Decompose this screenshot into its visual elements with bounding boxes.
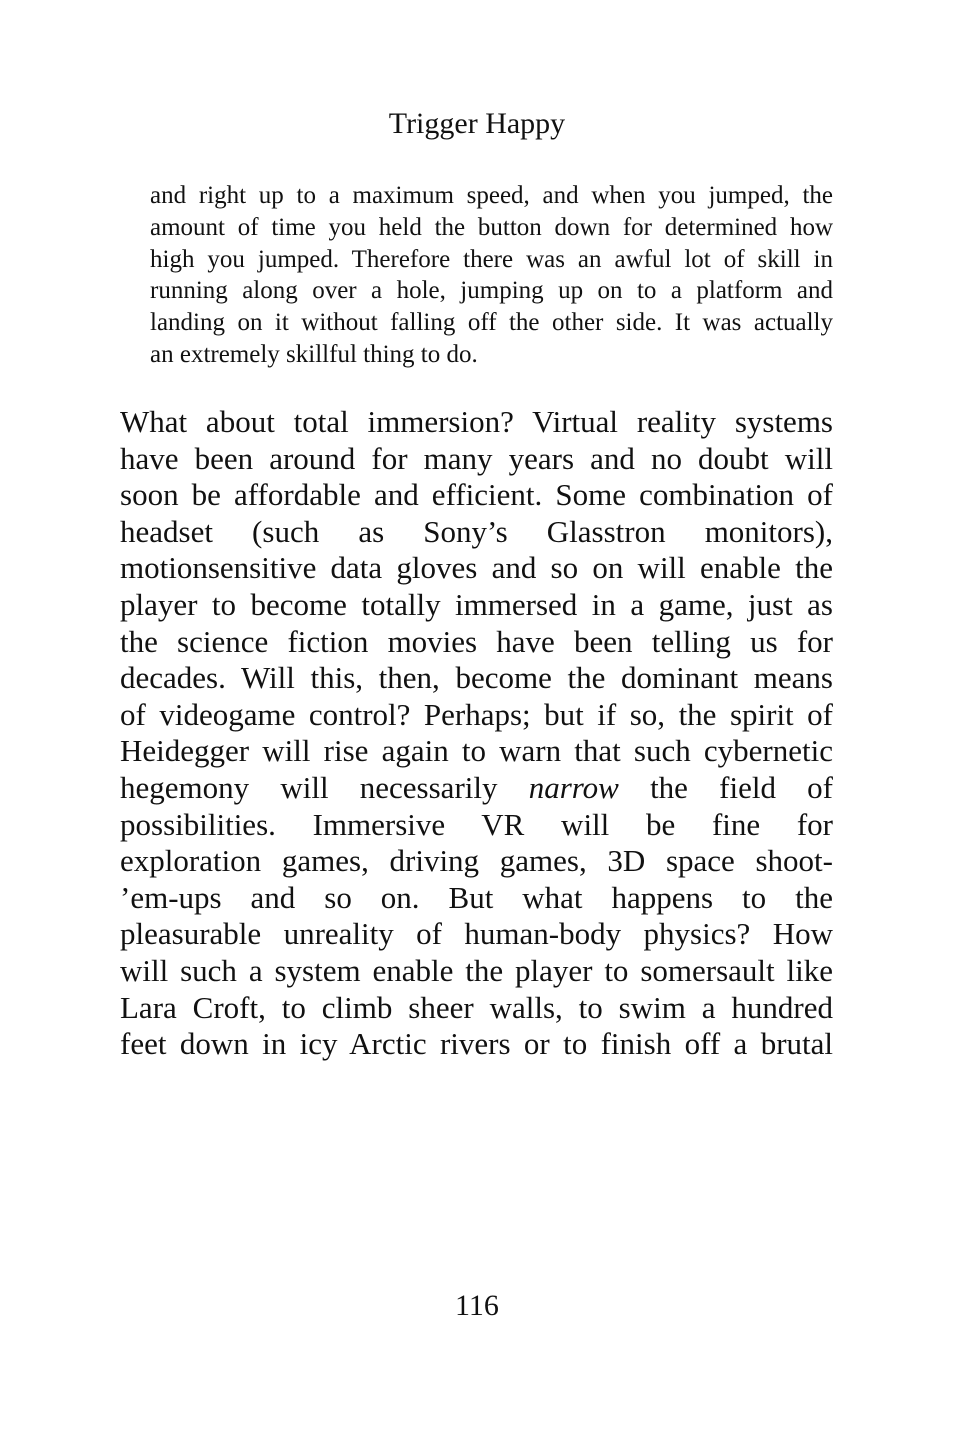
quote-line: amount of time you held the button down for determined how xyxy=(150,213,833,241)
body-text-after-emphasis: the field of xyxy=(618,769,833,805)
body-line: feet down in icy Arctic rivers or to finish off a brutal xyxy=(120,1026,833,1062)
body-paragraph xyxy=(120,404,833,1063)
quote-line: an extremely skillful thing to do. xyxy=(150,340,478,368)
quote-line: landing on it without falling off the other side. It was actually xyxy=(150,309,833,337)
page-number: 116 xyxy=(455,1289,499,1322)
body-line: headset (such as Sony’s Glasstron monitors), xyxy=(120,513,833,549)
quote-line: running along over a hole, jumping up on to a platform and xyxy=(150,277,833,305)
quote-line: high you jumped. Therefore there was an awful lot of skill in xyxy=(150,245,833,273)
quote-line: and right up to a maximum speed, and when you jumped, the xyxy=(150,182,833,209)
body-line: ’em-ups and so on. But what happens to the xyxy=(120,879,833,915)
body-line: of videogame control? Perhaps; but if so, the spirit of xyxy=(120,696,833,732)
body-line: motionsensitive data gloves and so on will enable the xyxy=(120,550,833,586)
body-line: pleasurable unreality of human-body physics? How xyxy=(120,916,833,952)
body-line: exploration games, driving games, 3D space shoot- xyxy=(120,843,833,879)
body-text-before-emphasis: hegemony will necessarily xyxy=(120,769,529,805)
body-line: player to become totally immersed in a game, just as xyxy=(120,586,833,622)
body-line: Lara Croft, to climb sheer walls, to swim a hundred xyxy=(120,989,833,1025)
body-line-with-emphasis xyxy=(120,770,833,807)
body-line: possibilities. Immersive VR will be fine for xyxy=(120,806,833,842)
body-line: have been around for many years and no doubt will xyxy=(120,440,833,476)
body-line: the science fiction movies have been telling us for xyxy=(120,623,833,659)
running-head-title: Trigger Happy xyxy=(388,107,566,140)
emphasized-word: narrow xyxy=(528,769,619,805)
body-line: decades. Will this, then, become the dominant means xyxy=(120,660,833,696)
body-line: soon be affordable and efficient. Some combination of xyxy=(120,477,833,513)
body-line: What about total immersion? Virtual reality systems xyxy=(120,404,833,439)
block-quote xyxy=(150,180,833,371)
body-line: will such a system enable the player to somersault like xyxy=(120,952,833,988)
body-line: Heidegger will rise again to warn that such cybernetic xyxy=(120,733,833,769)
